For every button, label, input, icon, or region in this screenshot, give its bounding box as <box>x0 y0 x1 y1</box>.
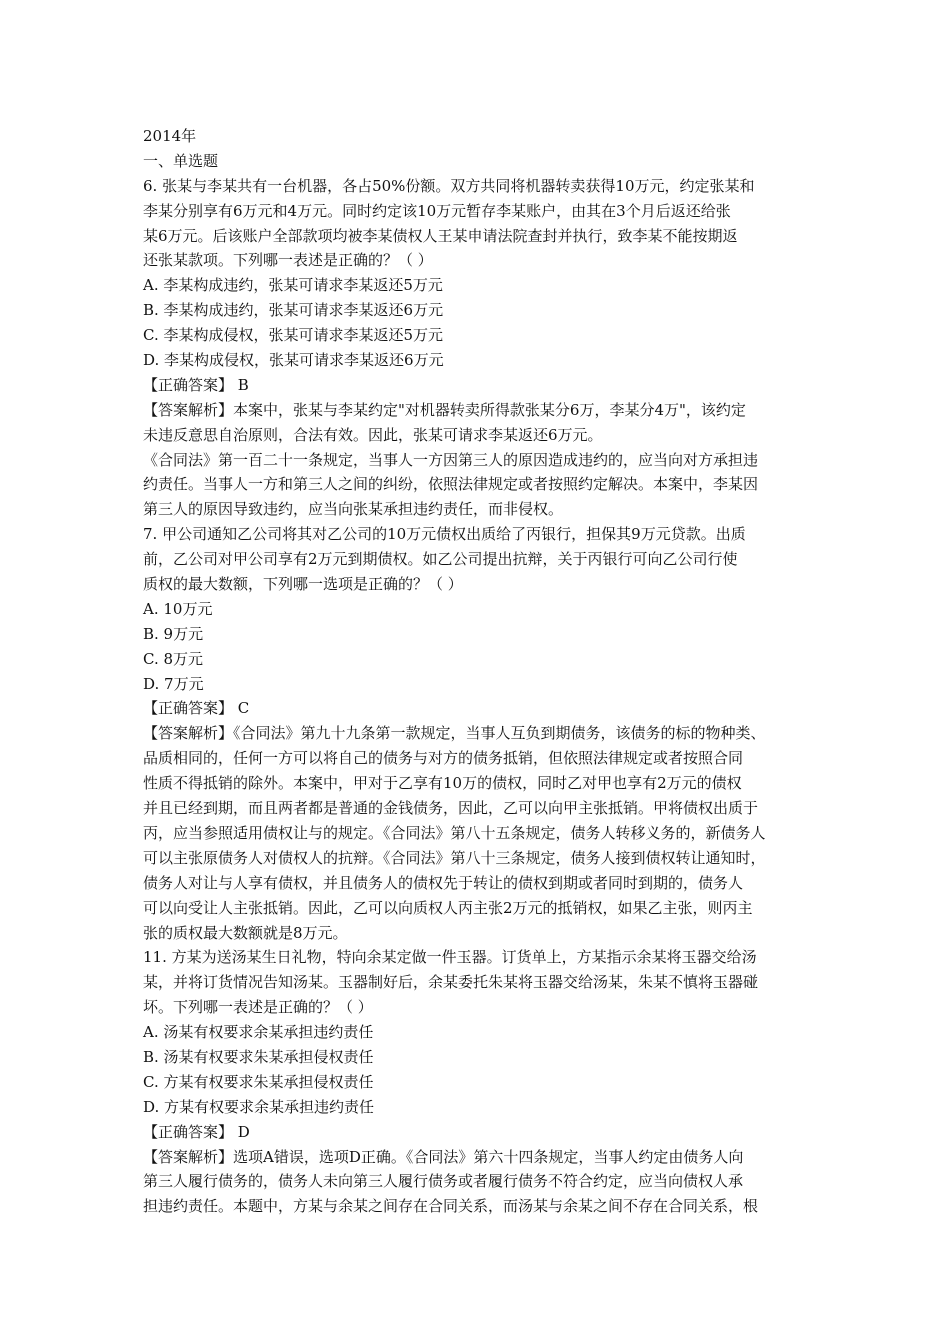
analysis-line: 债务人对让与人享有债权，并且债务人的债权先于转让的债权到期或者同时到期的，债务人 <box>143 873 744 892</box>
analysis-line: 约责任。当事人一方和第三人之间的纠纷，依照法律规定或者按照约定解决。本案中，李某因 <box>143 475 759 494</box>
analysis-line: 品质相同的，任何一方可以将自己的债务与对方的债务抵销，但依照法律规定或者按照合同 <box>143 749 744 768</box>
analysis-line: 第三人履行债务的，债务人未向第三人履行债务或者履行债务不符合约定，应当向债权人承 <box>143 1172 744 1191</box>
correct-answer: 【正确答案】 D <box>143 1122 250 1141</box>
option-a: A. 10万元 <box>143 599 213 618</box>
option-a: A. 汤某有权要求余某承担违约责任 <box>143 1023 374 1042</box>
option-c: C. 方某有权要求朱某承担侵权责任 <box>143 1072 374 1091</box>
question-stem-line: 还张某款项。下列哪一表述是正确的？（ ） <box>143 251 433 270</box>
question-7 <box>143 522 815 945</box>
question-stem-line: 6. 张某与李某共有一台机器，各占50%份额。双方共同将机器转卖获得10万元，约定张某和 <box>143 176 755 195</box>
option-c: C. 李某构成侵权，张某可请求李某返还5万元 <box>143 326 444 345</box>
analysis-line: 第三人的原因导致违约，应当向张某承担违约责任，而非侵权。 <box>143 500 564 519</box>
option-d: D. 李某构成侵权，张某可请求李某返还6万元 <box>143 351 444 370</box>
correct-answer: 【正确答案】 C <box>143 699 250 718</box>
analysis-line: 性质不得抵销的除外。本案中，甲对于乙享有10万的债权，同时乙对甲也享有2万元的债权 <box>143 774 742 793</box>
option-a: A. 李某构成违约，张某可请求李某返还5万元 <box>143 276 443 295</box>
question-stem-line: 李某分别享有6万元和4万元。同时约定该10万元暂存李某账户，由其在3个月后返还给张 <box>143 201 731 220</box>
option-b: B. 李某构成违约，张某可请求李某返还6万元 <box>143 301 444 320</box>
option-d: D. 方某有权要求余某承担违约责任 <box>143 1097 375 1116</box>
question-stem-line: 11. 方某为送汤某生日礼物，特向余某定做一件玉器。订货单上，方某指示余某将玉器交给汤 <box>143 948 757 967</box>
question-stem-line: 7. 甲公司通知乙公司将其对乙公司的10万元债权出质给了丙银行，担保其9万元贷款。出质 <box>143 525 746 544</box>
analysis-line: 可以向受让人主张抵销。因此，乙可以向质权人丙主张2万元的抵销权，如果乙主张，则丙主 <box>143 898 753 917</box>
question-stem-line: 前，乙公司对甲公司享有2万元到期债权。如乙公司提出抗辩，关于丙银行可向乙公司行使 <box>143 550 738 569</box>
analysis-line: 【答案解析】本案中，张某与李某约定"对机器转卖所得款张某分6万，李某分4万"，该约定 <box>143 400 746 419</box>
analysis-line: 可以主张原债务人对债权人的抗辩。《合同法》第八十三条规定，债务人接到债权转让通知时， <box>143 848 766 867</box>
analysis-line: 未违反意思自治原则，合法有效。因此，张某可请求李某返还6万元。 <box>143 425 603 444</box>
document-page <box>143 124 815 1219</box>
question-11 <box>143 945 815 1219</box>
analysis-line: 丙，应当参照适用债权让与的规定。《合同法》第八十五条规定，债务人转移义务的，新债务人 <box>143 823 766 842</box>
option-b: B. 汤某有权要求朱某承担侵权责任 <box>143 1047 374 1066</box>
question-stem-line: 坏。下列哪一表述是正确的？（ ） <box>143 998 373 1017</box>
question-stem-line: 某6万元。后该账户全部款项均被李某债权人王某申请法院查封并执行，致李某不能按期返 <box>143 226 738 245</box>
question-6 <box>143 174 815 522</box>
question-stem-line: 某，并将订货情况告知汤某。玉器制好后，余某委托朱某将玉器交给汤某，朱某不慎将玉器碰 <box>143 973 759 992</box>
option-d: D. 7万元 <box>143 674 204 693</box>
analysis-line: 《合同法》第一百二十一条规定，当事人一方因第三人的原因造成违约的，应当向对方承担违 <box>143 450 759 469</box>
option-c: C. 8万元 <box>143 649 204 668</box>
option-b: B. 9万元 <box>143 624 204 643</box>
analysis-line: 【答案解析】《合同法》第九十九条第一款规定，当事人互负到期债务，该债务的标的物种类、 <box>143 724 766 743</box>
analysis-line: 张的质权最大数额就是8万元。 <box>143 923 348 942</box>
correct-answer: 【正确答案】 B <box>143 375 249 394</box>
year-heading: 2014年 <box>143 127 197 145</box>
analysis-line: 担违约责任。本题中，方某与余某之间存在合同关系，而汤某与余某之间不存在合同关系，根 <box>143 1197 759 1216</box>
analysis-line: 【答案解析】选项A错误，选项D正确。《合同法》第六十四条规定，当事人约定由债务人向 <box>143 1147 744 1166</box>
section-heading: 一、单选题 <box>143 151 219 170</box>
analysis-line: 并且已经到期，而且两者都是普通的金钱债务，因此，乙可以向甲主张抵销。甲将债权出质于 <box>143 799 759 818</box>
question-stem-line: 质权的最大数额，下列哪一选项是正确的？（ ） <box>143 575 463 594</box>
